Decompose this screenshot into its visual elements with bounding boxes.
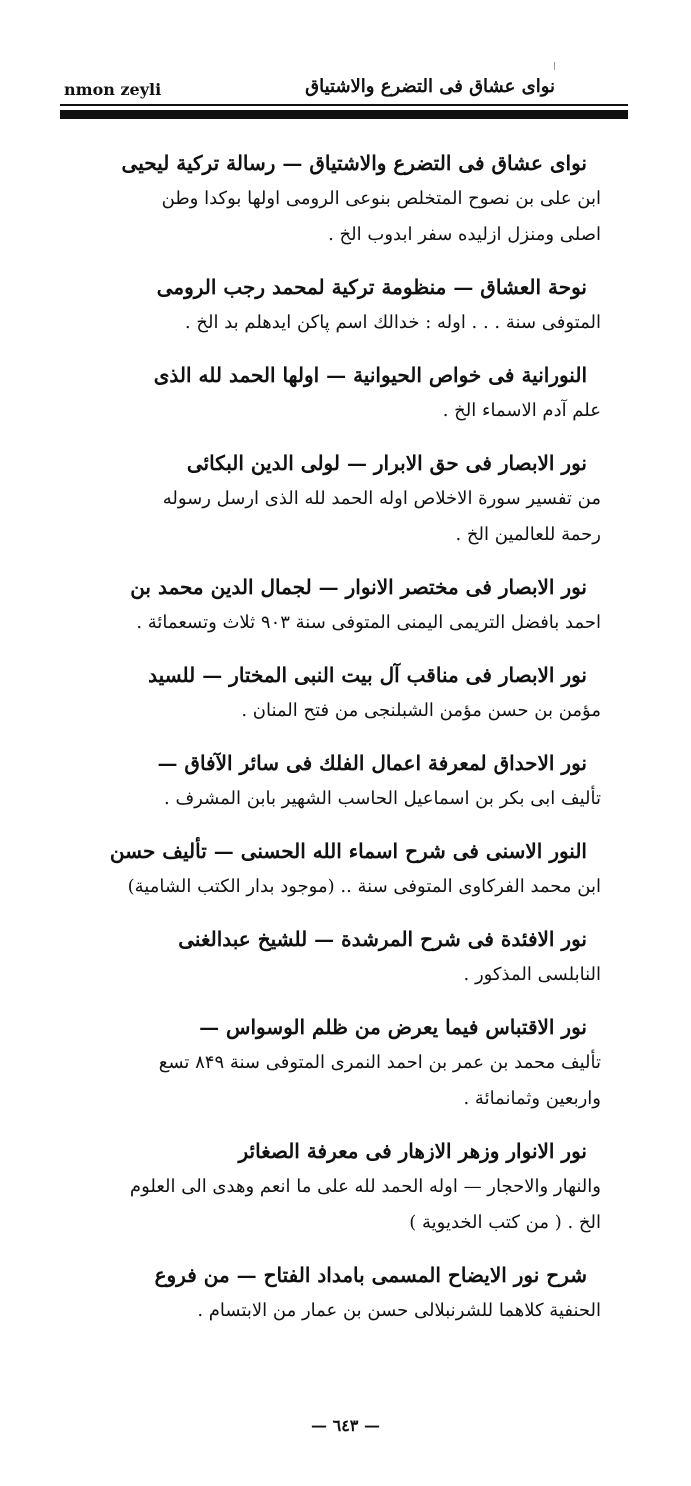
- entry-text-line: المتوفی سنة . . . اوله : خدالك اسم پاکن ایدهلم بد الخ .: [184, 312, 601, 333]
- entry-title-line: نور الاقتباس فیما یعرض من ظلم الوسواس —: [199, 1015, 587, 1039]
- page-number: — ٦٤٣ —: [311, 1416, 380, 1435]
- entry-title-line: نور الانوار وزهر الازهار فی معرفة الصغائر: [238, 1139, 587, 1163]
- entry-title-line: النور الاسنی فی شرح اسماء الله الحسنی — تألیف حسن: [109, 839, 587, 863]
- header-rule-thin: [60, 104, 628, 106]
- entry-text-line: احمد بافضل التریمی الیمنی المتوفی سنة ۹۰۳ ثلاث وتسعمائة .: [136, 612, 601, 633]
- running-header-left: nmon zeyli: [64, 80, 162, 99]
- entry-title-line: النورانیة فی خواص الحیوانیة — اولها الحمد لله الذی: [153, 363, 587, 387]
- bibliography-entry: [70, 1257, 601, 1329]
- margin-mark: [554, 62, 555, 70]
- entry-title-line: نور الابصار فی حق الابرار — لولی الدین البکائی: [186, 451, 587, 475]
- bibliography-entry: [70, 745, 601, 817]
- bibliography-entry: [70, 833, 601, 905]
- entry-text-line: مؤمن بن حسن مؤمن الشبلنجی من فتح المنان .: [241, 700, 601, 721]
- entry-text-line: والنهار والاحجار — اوله الحمد لله علی ما انعم وهدی الی العلوم: [129, 1176, 601, 1197]
- entry-title-line: نور الابصار فی مختصر الانوار — لجمال الدین محمد بن: [130, 575, 587, 599]
- entry-text-line: الخ . ( من کتب الخدیویة ): [409, 1212, 601, 1233]
- entry-text-line: ابن محمد الفرکاوی المتوفی سنة .. (موجود بدار الکتب الشامیة): [127, 876, 601, 897]
- bibliography-entry: [70, 145, 601, 253]
- bibliography-entry: [70, 269, 601, 341]
- entry-title-line: نوای عشاق فی التضرع والاشتیاق — رسالة ترکیة لیحیی: [121, 151, 587, 175]
- entry-text-line: علم آدم الاسماء الخ .: [442, 400, 601, 421]
- entry-text-line: تألیف ابی بکر بن اسماعیل الحاسب الشهیر بابن المشرف .: [164, 788, 601, 809]
- entry-title-line: نوحة العشاق — منظومة ترکیة لمحمد رجب الرومی: [156, 275, 587, 299]
- bibliography-entry: [70, 1133, 601, 1241]
- header-rule-thick: [60, 110, 628, 119]
- entry-title-line: نور الافئدة فی شرح المرشدة — للشیخ عبدالغنی: [178, 927, 587, 951]
- entries-list: [70, 145, 601, 1345]
- bibliography-entry: [70, 921, 601, 993]
- entry-text-line: النابلسی المذکور .: [463, 964, 601, 985]
- entry-text-line: ابن علی بن نصوح المتخلص بنوعی الرومی اولها بوکدا وطن: [161, 188, 601, 209]
- bibliography-entry: [70, 445, 601, 553]
- bibliography-entry: [70, 357, 601, 429]
- entry-text-line: الحنفیة کلاهما للشرنبلالی حسن بن عمار من الابتسام .: [197, 1300, 601, 1321]
- bibliography-entry: [70, 657, 601, 729]
- running-header-title: نوای عشاق فی التضرع والاشتیاق: [305, 76, 555, 97]
- entry-text-line: اصلی ومنزل ازلیده سفر ابدوب الخ .: [328, 224, 601, 245]
- entry-text-line: واربعین وثمانمائة .: [463, 1088, 601, 1109]
- bibliography-entry: [70, 569, 601, 641]
- entry-title-line: نور الابصار فی مناقب آل بیت النبی المختار — للسید: [148, 663, 587, 687]
- entry-text-line: تألیف محمد بن عمر بن احمد النمری المتوفی سنة ۸۴۹ تسع: [158, 1052, 601, 1073]
- entry-text-line: من تفسیر سورة الاخلاص اوله الحمد لله الذی ارسل رسوله: [162, 488, 601, 509]
- bibliography-entry: [70, 1009, 601, 1117]
- entry-title-line: نور الاحداق لمعرفة اعمال الفلك فی سائر الآفاق —: [157, 751, 587, 775]
- entry-title-line: شرح نور الایضاح المسمی بامداد الفتاح — من فروع: [154, 1263, 587, 1287]
- entry-text-line: رحمة للعالمین الخ .: [455, 524, 601, 545]
